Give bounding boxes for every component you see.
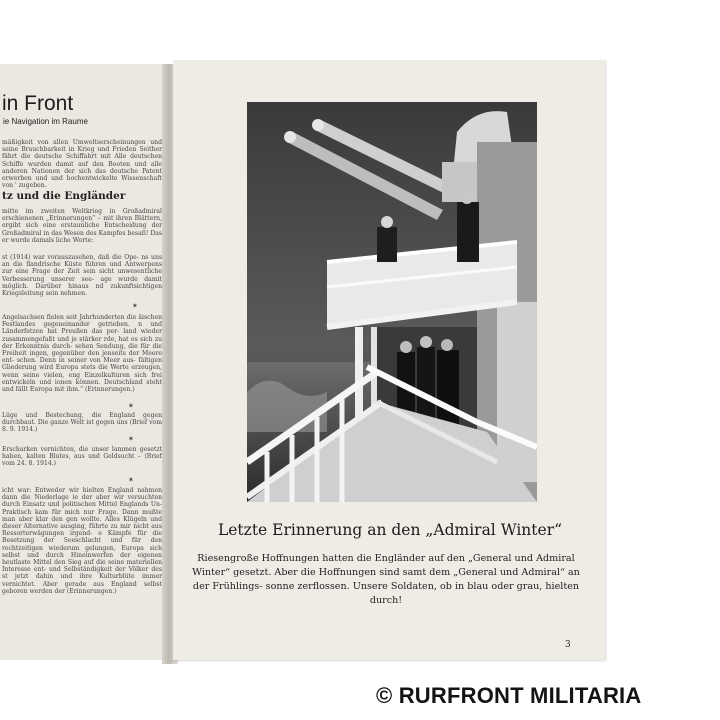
separator-star: ✶ [128, 435, 134, 443]
left-paragraph: Erscharken vernichten, die unser lammen gesetzt haben, kalten Blutes, aus und Geldsucht – (Brief vom 24. 8. 1914.) [2, 446, 162, 468]
left-paragraph: st (1914) war vorauszusehen, daß die Ope- ns uns an die flandrische Küste führen und Antwerpens zur eine Frage der Zeit sein sicht unwesentliche Verbesserung unserer see- age wurde damit möglich. Darüber hinaus nd zukunftsichtigen Kriegsleitung sein nehmen. [2, 254, 162, 298]
separator-star: ✶ [128, 476, 134, 484]
left-page-subheading: ie Navigation im Raume [3, 117, 88, 126]
left-paragraph: Angelsachsen fielen seit Jahrhunderten die äischen Festlandes gegeneinander getrieben. n und Länderfetzen hat Preußen das per- land wieder zusammengefaßt und je stärker rde, hat es sich zu der Erkenntnis durch- sehen Sendung, die für die Freiheit ingen, gegenüber den jenseits der Meere ent- schen. Denn in seiner von Meer aus- fältigen Gliederung wird Europa stets die Werte erzeugen, wenn seine vielen, eng Einzelkulturen sich frei entwickeln und ionen können. Deutschland steht und fällt Europa mit ihm.“ (Erinnerungen.) [2, 314, 162, 394]
left-paragraph: mitte im zweiten Weltkrieg in Großadmiral erschienenen „Erinnerungen“ – mit ihren Blättern, ergibt sich eine erstaunliche Entscheidung der Großadmiral in das Wesen des Kampfes besaß! Das er wurde damals liche Worte: [2, 208, 162, 244]
left-paragraph: mäßigkeit von allen Umweltserscheinungen und seine Brauchbarkeit in Krieg und Frieden Seither fährt die deutsche Schiffahrt mit Alle deutschen Schiffe wurden damit auf den Booten und alle anderen Nationen der sich das deutsche Patent erwerben und und hochentwickelte Wissenschaft von ' zugeben. [2, 139, 162, 190]
page-number: 3 [565, 640, 571, 650]
separator-star: ✶ [132, 302, 138, 310]
watermark: © RURFRONT MILITARIA [376, 683, 642, 708]
caption-body: Riesengroße Hoffnungen hatten die Engländer auf den „General und Admiral Winter“ gesetzt. Aber die Hoffnungen sind samt dem „General und Admiral“ an der Frühlings- sonne zerflossen. Unsere Soldaten, ob in blau oder grau, hielten durch! [192, 553, 580, 606]
left-page-heading: in Front [2, 92, 74, 115]
left-paragraph: Lüge und Bestechung, die England gegen durchbaut. Die ganze Welt ist gegen uns (Brief vom 8. 9. 1914.) [2, 412, 162, 434]
left-paragraph: icht war: Entweder wir hielten England nahmen dann die Niederlage ie der aber wir versuchten durch Einsatz und politischen Mittel Englands Un- Praktisch kam für mich nur Frage. Dann mußte man aber klar den gen wollte. Alles Klügeln und dieser Alternative ausging, führte zu mir nicht aus Ressorterwägungen irgend- e Kämpfe für die Besetzung der Seeschlacht und für den rechtzeitigen wiederum gelungen, Europa sich selbst und durch Hineinwerfen der eigenen heutlaste Mittel den Sieg auf die seine materiellen Interesse ent- und Selbständigkeit der Völker des st jetzt dahin und ihre Kulturblüte immer vernichtet. Aber gerade aus England selbst geboren werden der (Erinnerungen.) [2, 487, 162, 595]
warship-deck-frozen-photo [247, 102, 537, 502]
caption-title: Letzte Erinnerung an den „Admiral Winter“ [217, 521, 563, 539]
separator-star: ✶ [128, 402, 134, 410]
left-page [0, 64, 166, 660]
left-section-heading: tz und die Engländer [2, 190, 126, 202]
